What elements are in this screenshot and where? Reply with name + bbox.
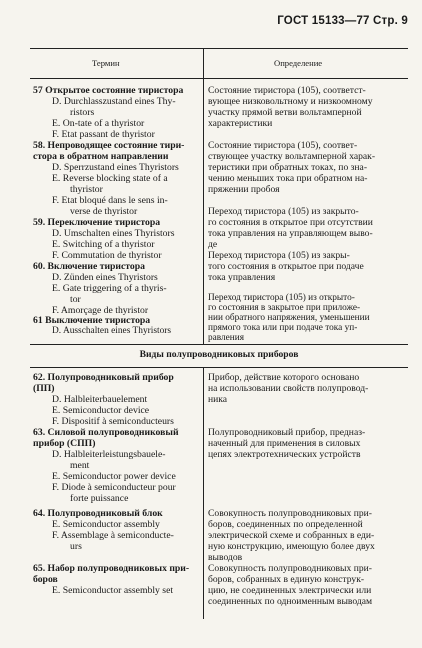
term-62-title: 62. Полупроводниковый прибор [33, 372, 174, 383]
definition-59 [208, 206, 404, 250]
definition-line: цепях электротехнических устройств [208, 449, 361, 460]
definition-line: го состояния в открытое при отсутствии [208, 217, 373, 228]
term-61-title: 61 Выключение тиристора [33, 315, 151, 326]
term-65-title: 65. Набор полупроводниковых при- [33, 563, 190, 574]
term-63-fr-cont: forte puissance [70, 493, 129, 504]
definition-line: Переход тиристора (105) из закры- [208, 250, 350, 261]
definition-line: участку прямой ветви вольтамперной [208, 107, 362, 118]
definition-line: чению меньших тока при обратном на- [208, 173, 368, 184]
definition-line: Переход тиристора (105) из закрыто- [208, 206, 359, 217]
definition-line: боров, соединенных по определенной [208, 519, 363, 530]
term-fr: F. Etat bloqué dans le sens in- [52, 195, 168, 206]
term-63-en: E. Semiconductor power device [52, 471, 176, 482]
term-de-cont: ristors [70, 107, 95, 118]
definition-line: Совокупность полупроводниковых при- [208, 508, 372, 519]
term-64-en: E. Semiconductor assembly [52, 519, 160, 530]
definition-line: того состояния в открытое при подаче [208, 261, 364, 272]
term-62-title-cont: (ПП) [33, 383, 55, 394]
definition-line: на использовании свойств полупровод- [208, 383, 369, 394]
term-fr: F. Commutation de thyristor [52, 250, 162, 261]
term-de: D. Durchlasszustand eines Thy- [52, 96, 176, 107]
definition-57 [208, 85, 404, 129]
term-fr-cont: verse de thyristor [70, 206, 138, 217]
term-64-fr-cont: urs [70, 541, 82, 552]
term-title: 59. Переключение тиристора [33, 217, 161, 228]
term-de: D. Umschalten eines Thyristors [52, 228, 175, 239]
definition-line: цию, не соединенных электрически или [208, 585, 372, 596]
column-divider-upper [203, 49, 204, 344]
definition-line: пряжении пробоя [208, 184, 280, 195]
term-63-de-cont: ment [70, 460, 90, 471]
definition-line: Прибор, действие которого основано [208, 372, 360, 383]
term-63-fr: F. Diode à semiconducteur pour [52, 482, 176, 493]
definition-line: соединенных по одноименным выводам [208, 596, 373, 607]
term-62-en: E. Semiconductor device [52, 405, 150, 416]
term-de: D. Sperrzustand eines Thyristors [52, 162, 179, 173]
term-fr: F. Etat passant de thyristor [52, 129, 155, 140]
term-63-de: D. Halbleiterleistungsbauele- [52, 449, 166, 460]
term-65-en: E. Semiconductor assembly set [52, 585, 174, 596]
definition-line: Переход тиристора (105) из открыто- [208, 293, 355, 303]
term-62-de: D. Halbleiterbauelement [52, 394, 148, 405]
column-definition-header: Определение [274, 58, 323, 68]
term-62-fr: F. Dispositif à semiconducteurs [52, 416, 174, 427]
term-title: 60. Включение тиристора [33, 261, 146, 272]
term-63-title: 63. Силовой полупроводниковый [33, 427, 179, 438]
definition-line: тока управления на управляющем выво- [208, 228, 373, 239]
term-en: E. Switching of a thyristor [52, 239, 155, 250]
term-en: E. On-tate of a thyristor [52, 118, 145, 129]
definition-line: выводов [208, 552, 243, 563]
term-en: E. Gate triggering of a thyris- [52, 283, 167, 294]
term-en-cont: tor [70, 294, 81, 305]
term-title-cont: стора в обратном направлении [33, 151, 169, 162]
definition-line: ствующее участку вольтамперной харак- [208, 151, 376, 162]
term-en: E. Reverse blocking state of a [52, 173, 168, 184]
definition-line: Состояние тиристора (105), соответ- [208, 140, 358, 151]
definition-line: характеристики [208, 118, 273, 129]
section-rule-top [30, 344, 408, 345]
section-rule-bottom [30, 367, 408, 368]
definition-line: ника [208, 394, 228, 405]
terms-table [30, 48, 408, 619]
definition-line: вующее низковольтному и низкоомному [208, 96, 373, 107]
column-term-header: Термин [92, 58, 120, 68]
definition-line: ную конструкцию, имеющую более двух [208, 541, 375, 552]
definition-60 [208, 250, 404, 283]
definition-line: наченный для применения в силовых [208, 438, 361, 449]
term-en-cont: thyristor [70, 184, 103, 195]
column-divider-lower [203, 367, 204, 619]
term-64-title: 64. Полупроводниковый блок [33, 508, 163, 519]
definition-line: прямого тока или при подаче тока уп- [208, 323, 358, 333]
term-title: 58. Непроводящее состояние тири- [33, 140, 185, 151]
section-title: Виды полупроводниковых приборов [139, 349, 299, 360]
term-64-fr: F. Assemblage à semiconducte- [52, 530, 174, 541]
definition-line: Полупроводниковый прибор, предназ- [208, 427, 366, 438]
definition-58 [208, 140, 404, 195]
definition-line: Состояние тиристора (105), соответст- [208, 85, 366, 96]
definition-line: электрической схеме и собранных в еди- [208, 530, 375, 541]
definition-line: боров, собранных в единую конструк- [208, 574, 365, 585]
term-63-title-cont: прибор (СПП) [33, 438, 96, 449]
page-header: ГОСТ 15133—77 Стр. 9 [277, 15, 408, 27]
definition-line: равления [208, 333, 245, 343]
term-65-title-cont: боров [33, 574, 58, 585]
definition-line: нии обратного напряжения, уменьшении [208, 313, 370, 323]
term-title: 57 Открытое состояние тиристора [33, 85, 184, 96]
term-61-de: D. Ausschalten eines Thyristors [52, 326, 172, 336]
definition-line: тока управления [208, 272, 276, 283]
term-de: D. Zünden eines Thyristors [52, 272, 158, 283]
table-header [30, 49, 408, 79]
definition-line: го состояния в закрытое при приложе- [208, 303, 361, 313]
term-fr: F. Amorçage de thyristor [52, 305, 149, 316]
definition-line: теристики при обратных токах, по зна- [208, 162, 368, 173]
definition-line: Совокупность полупроводниковых при- [208, 563, 372, 574]
definition-line: де [208, 239, 218, 250]
